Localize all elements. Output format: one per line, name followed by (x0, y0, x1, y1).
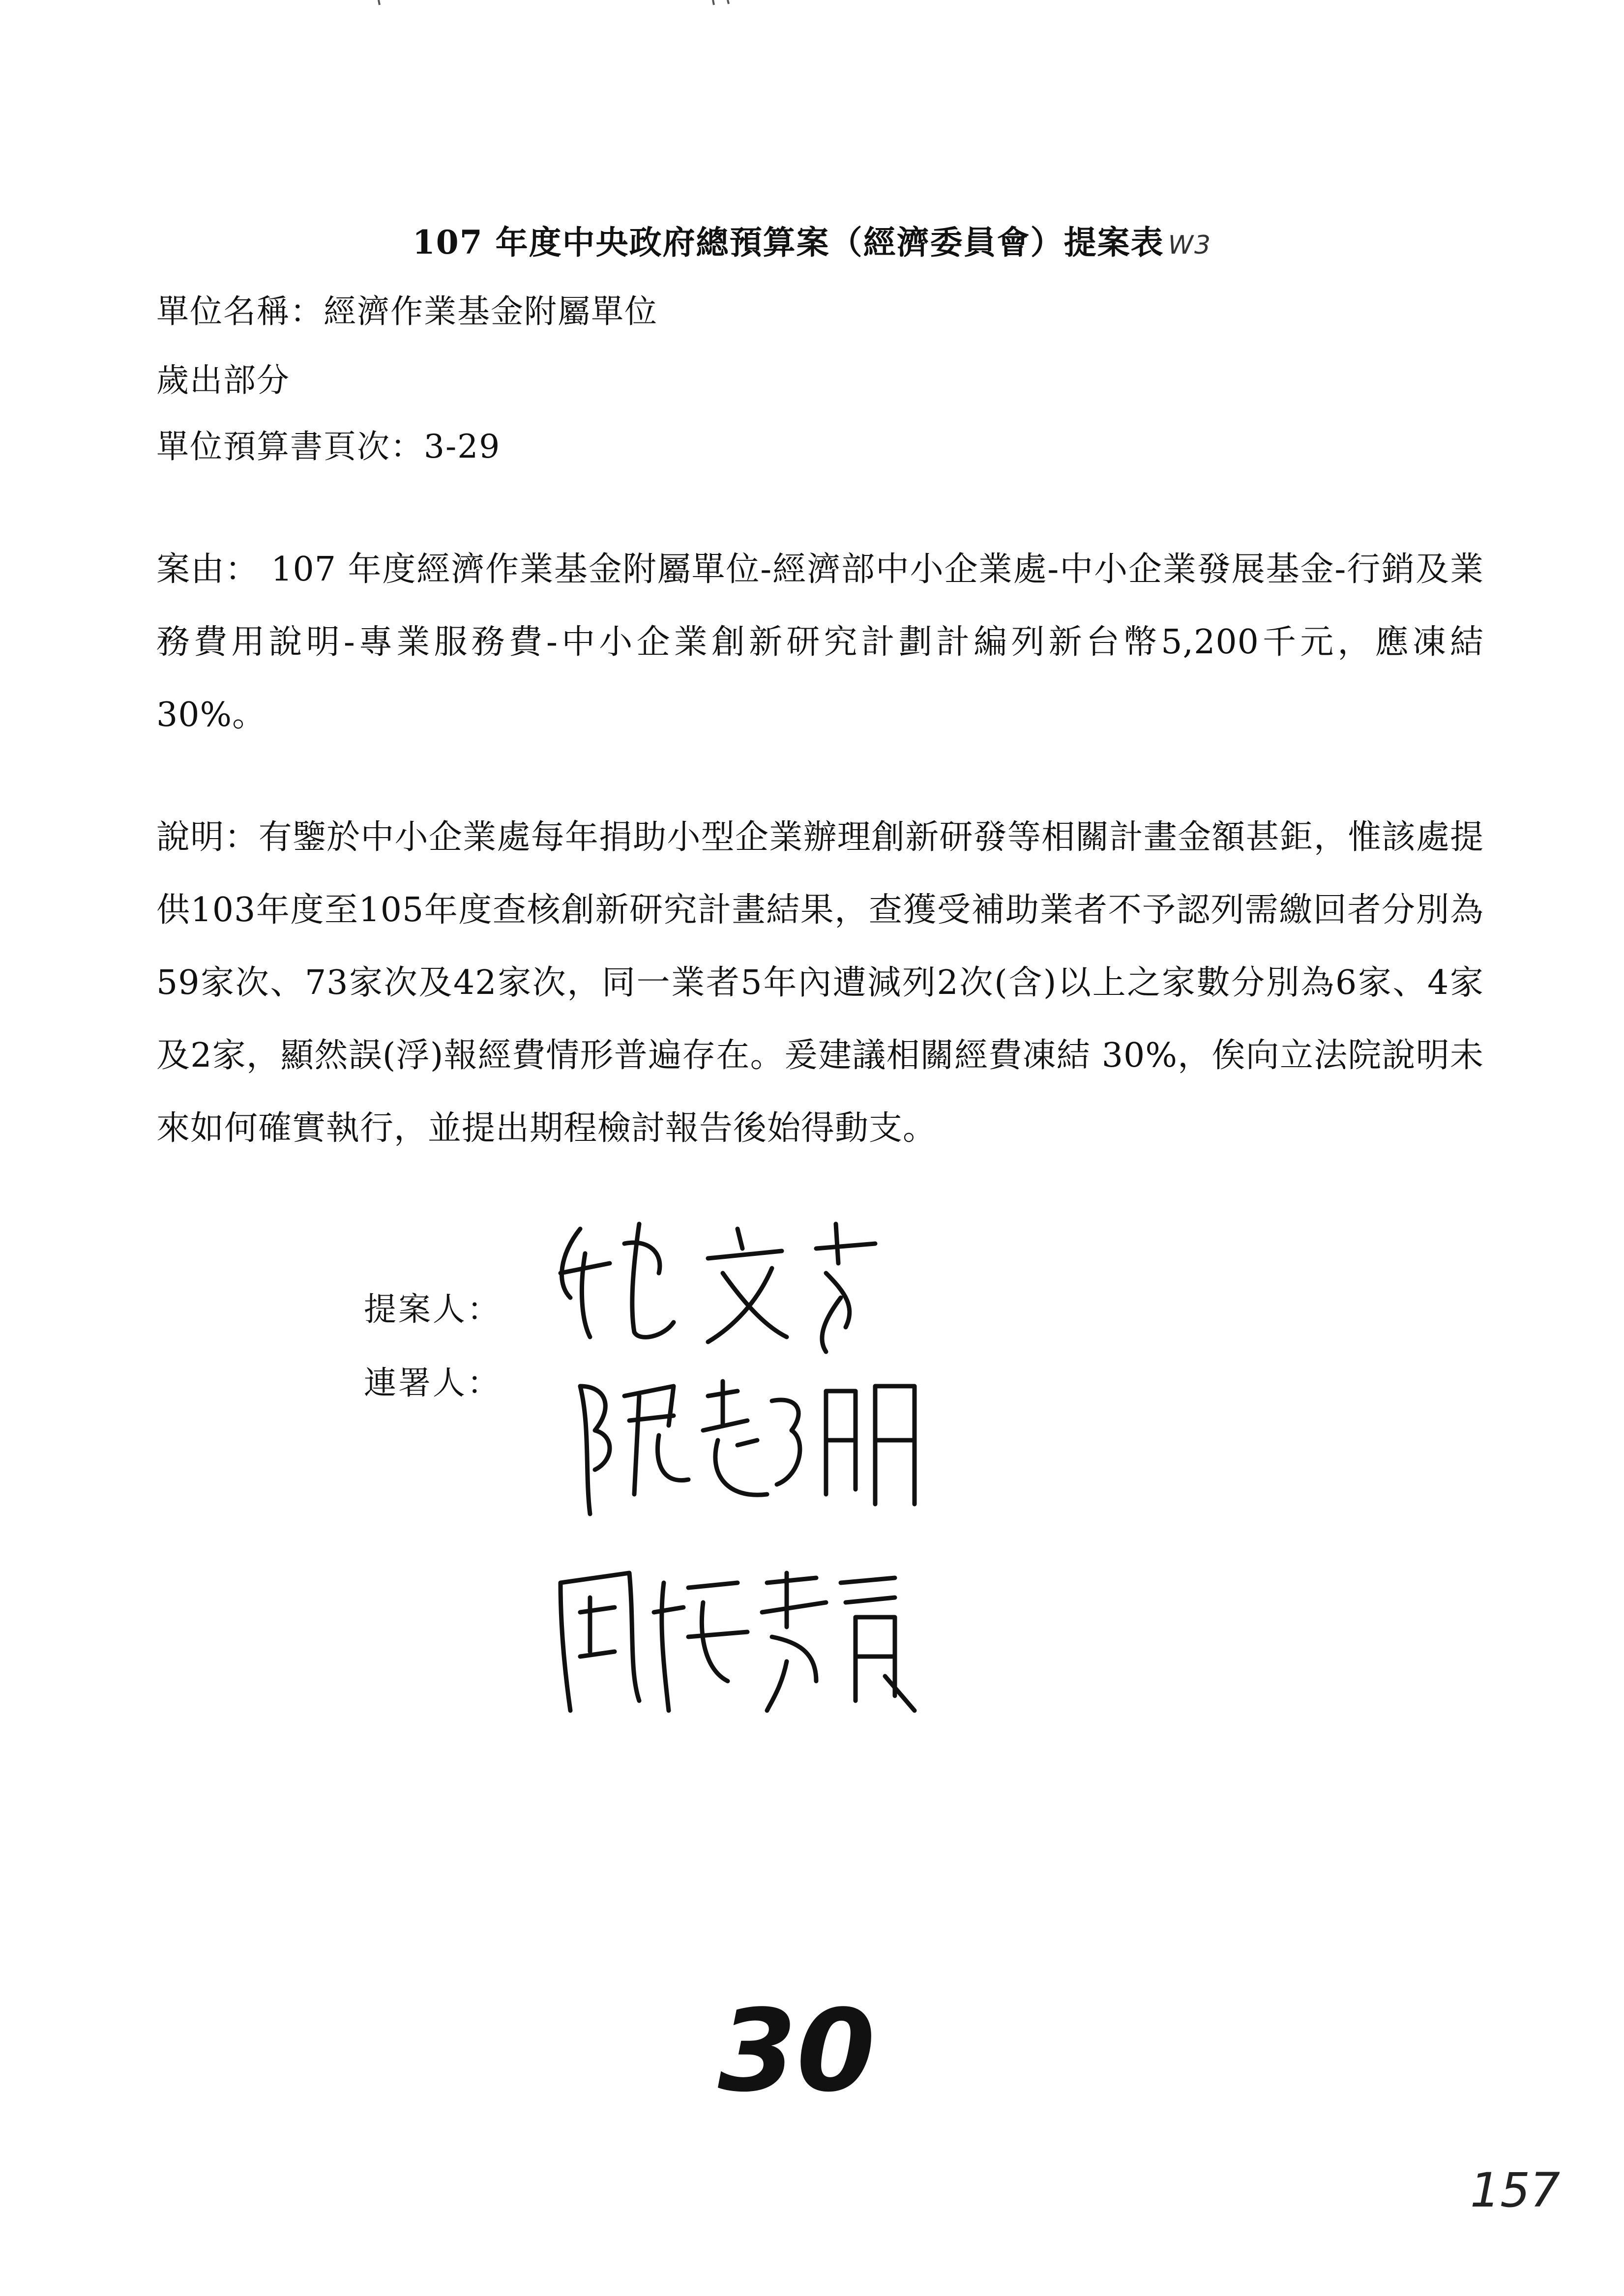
unit-name: 單位名稱：經濟作業基金附屬單位 (156, 292, 658, 330)
title-handwritten-mark: W3 (1168, 231, 1212, 260)
scan-artifact-marks (295, 0, 836, 15)
explanation: 說明：有鑒於中小企業處每年捐助小型企業辦理創新研發等相關計畫金額甚鉅，惟該處提供103年度至105年度查核創新研究計畫結果，查獲受補助業者不予認列需繳回者分別為59家次、73家次及42家次，同一業者5年內遭減列2次(含)以上之家數分別為6家、4家及2家，顯然誤(浮)報經費情形普遍存在。爰建議相關經費凍結 30%，俟向立法院說明未來如何確實執行，並提出期程檢討報告後始得動支。 (156, 818, 1484, 1148)
proposer-label: 提案人： (364, 1290, 502, 1328)
cosigner-label: 連署人： (364, 1364, 502, 1402)
case-reason: 案由： 107 年度經濟作業基金附屬單位-經濟部中小企業處-中小企業發展基金-行銷及業務費用說明-專業服務費-中小企業創新研究計劃計編列新台幣5,200千元，應凍結 30%。 (156, 550, 1484, 734)
section-label: 歲出部分 (156, 361, 290, 399)
budget-page-ref: 單位預算書頁次：3-29 (156, 428, 501, 465)
handwritten-page-number: 30 (718, 1986, 876, 2117)
signature-cosigner-1 (561, 1366, 934, 1524)
signature-proposer (551, 1209, 895, 1357)
title-text: 107 年度中央政府總預算案（經濟委員會）提案表 (412, 223, 1164, 262)
corner-page-number: 157 (1470, 2163, 1561, 2218)
page-title (0, 216, 1624, 263)
signature-cosigner-2 (541, 1553, 944, 1730)
